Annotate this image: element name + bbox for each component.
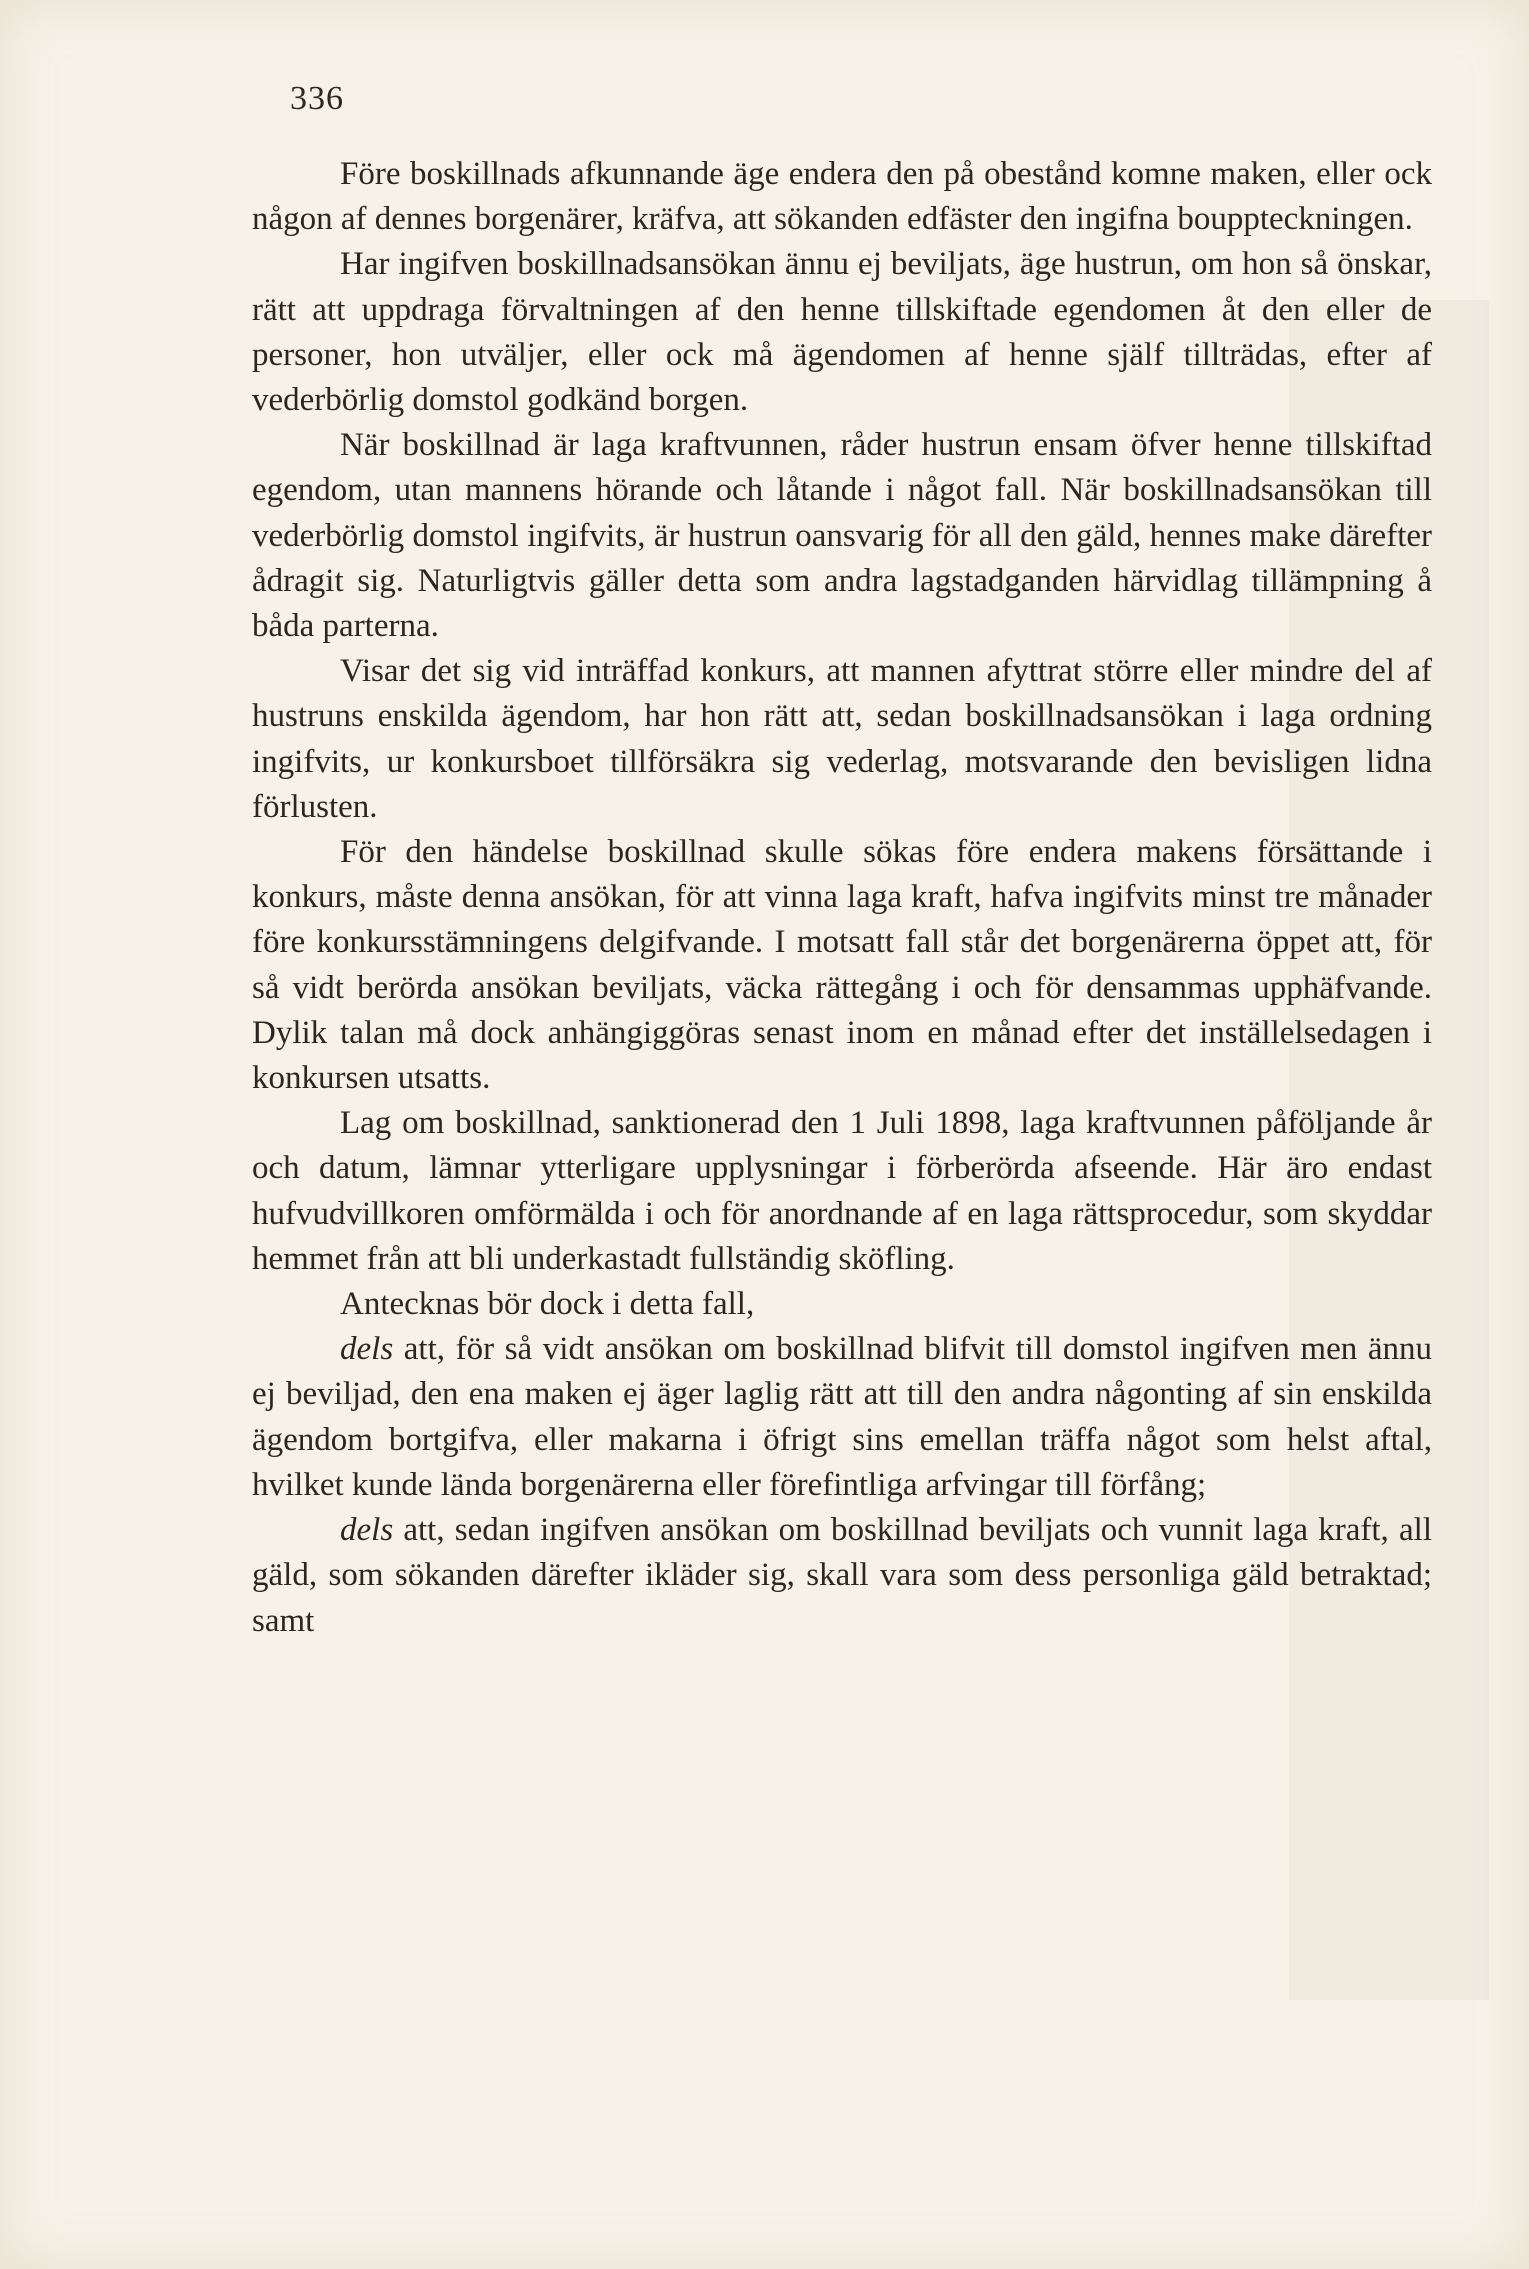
paragraph bbox=[252, 423, 1432, 649]
paragraph bbox=[252, 1327, 1432, 1508]
paragraph bbox=[252, 1101, 1432, 1282]
paragraph-text: Lag om boskillnad, sanktionerad den 1 Juli 1898, laga kraftvunnen påföljande år och datum, lämnar ytterligare upplysningar i förberörda afseende. Här äro endast hufvudvillkoren omförmälda i och för anordnande af en laga rättsprocedur, som skyddar hemmet från att bli underkastadt fullständig sköfling. bbox=[252, 1105, 1432, 1277]
body-text bbox=[252, 152, 1432, 1644]
paragraph-lead-word: dels bbox=[340, 1331, 394, 1368]
paragraph bbox=[252, 242, 1432, 423]
paragraph-text: Antecknas bör dock i detta fall, bbox=[340, 1286, 755, 1323]
paragraph-text: att, sedan ingifven ansökan om boskillnad beviljats och vunnit laga kraft, all gäld, som sökanden därefter ikläder sig, skall vara som dess personliga gäld betraktad; samt bbox=[252, 1512, 1432, 1639]
paragraph-text: att, för så vidt ansökan om boskillnad blifvit till domstol ingifven men ännu ej beviljad, den ena maken ej äger laglig rätt att till den andra någonting af sin enskilda ägendom bortgifva, eller makarna i öfrigt sins emellan träffa något som helst aftal, hvilket kunde lända borgenärerna eller förefintliga arfvingar till förfång; bbox=[252, 1331, 1432, 1503]
paragraph bbox=[252, 152, 1432, 242]
paragraph bbox=[252, 649, 1432, 830]
page-number: 336 bbox=[290, 80, 344, 117]
paragraph-text: För den händelse boskillnad skulle sökas före endera makens försättande i konkurs, måste denna ansökan, för att vinna laga kraft, hafva ingifvits minst tre månader före konkursstämningens delgifvande. I motsatt fall står det borgenärerna öppet att, för så vidt berörda ansökan beviljats, väcka rättegång i och för densammas upphäfvande. Dylik talan må dock anhängiggöras senast inom en månad efter det inställelsedagen i konkursen utsatts. bbox=[252, 834, 1432, 1097]
paragraph-lead-word: dels bbox=[340, 1512, 394, 1549]
paragraph-text: Har ingifven boskillnadsansökan ännu ej beviljats, äge hustrun, om hon så önskar, rätt att uppdraga förvaltningen af den henne tillskiftade egendomen åt den eller de personer, hon utväljer, eller ock må ägendomen af henne själf tillträdas, efter af vederbörlig domstol godkänd borgen. bbox=[252, 246, 1432, 419]
paragraph-text: När boskillnad är laga kraftvunnen, råder hustrun ensam öfver henne tillskiftad egendom, utan mannens hörande och låtande i något fall. När boskillnadsansökan till vederbörlig domstol ingifvits, är hustrun oansvarig för all den gäld, hennes make därefter ådragit sig. Naturligtvis gäller detta som andra lagstadganden härvidlag tillämpning å båda parterna. bbox=[252, 427, 1432, 645]
paragraph bbox=[252, 1508, 1432, 1644]
paragraph-text: Före boskillnads afkunnande äge endera den på obestånd komne maken, eller ock någon af dennes borgenärer, kräfva, att sökanden edfäster den ingifna bouppteckningen. bbox=[252, 156, 1432, 238]
paragraph-text: Visar det sig vid inträffad konkurs, att mannen afyttrat större eller mindre del af hustruns enskilda ägendom, har hon rätt att, sedan boskillnadsansökan i laga ordning ingifvits, ur konkursboet tillförsäkra sig vederlag, motsvarande den bevisligen lidna förlusten. bbox=[252, 653, 1432, 825]
paragraph bbox=[252, 830, 1432, 1101]
paragraph bbox=[252, 1282, 1432, 1327]
